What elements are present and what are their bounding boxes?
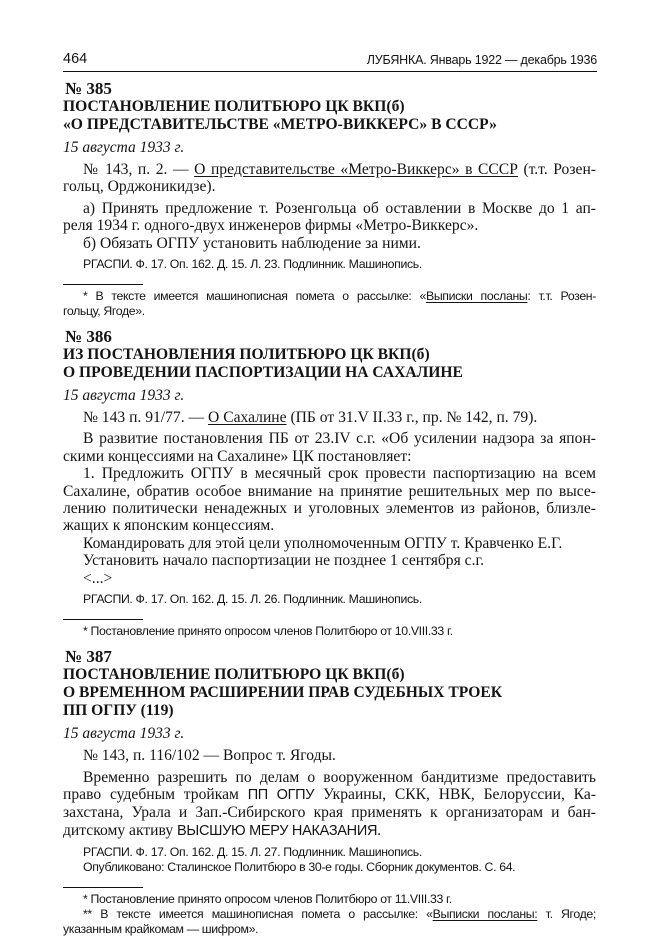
text-segment: лению политически ненадежных и уголовных элементов из районов, близле- bbox=[63, 500, 596, 518]
text-line bbox=[63, 907, 596, 922]
text-block bbox=[63, 200, 596, 252]
paragraph bbox=[63, 570, 596, 587]
text-segment: В развитие постановления ПБ от 23.IV с.г. «Об усилении надзора за япон- bbox=[83, 430, 596, 448]
archive-source bbox=[63, 257, 596, 272]
page-number: 464 bbox=[63, 51, 88, 67]
underlined-text: Выписки посланы bbox=[425, 289, 528, 304]
document-title-line: ПП ОГПУ (119) bbox=[63, 702, 174, 720]
source-line: РГАСПИ. Ф. 17. Оп. 162. Д. 15. Л. 27. Подлинник. Машинопись. bbox=[83, 845, 422, 860]
text-block bbox=[63, 430, 596, 587]
text-block bbox=[63, 747, 596, 764]
text-line bbox=[63, 178, 596, 195]
text-segment: <...> bbox=[83, 569, 113, 587]
text-line bbox=[63, 552, 596, 569]
text-segment: реля 1934 г. одного-двух инженеров фирмы «Метро-Виккерс». bbox=[63, 217, 479, 235]
archive-source bbox=[63, 845, 596, 875]
footnotes bbox=[63, 892, 596, 937]
document-number: № 386 bbox=[65, 327, 112, 347]
documents bbox=[63, 80, 596, 946]
emphasized-text: ПП ОГПУ bbox=[247, 786, 315, 803]
text-segment: № 143 п. 91/77. — bbox=[83, 409, 209, 427]
paragraph bbox=[63, 465, 596, 535]
document-date: 15 августа 1933 г. bbox=[63, 725, 185, 743]
text-line bbox=[63, 448, 596, 465]
document-date: 15 августа 1933 г. bbox=[63, 387, 185, 405]
text-segment: право судебным тройкам bbox=[63, 785, 248, 803]
text-segment: захстана, Урала и Зап.-Сибирского края применять к организаторам и бан- bbox=[63, 804, 596, 822]
text-segment: . bbox=[377, 821, 382, 839]
text-block bbox=[63, 409, 596, 426]
paragraph bbox=[63, 161, 596, 196]
paragraph bbox=[63, 769, 596, 841]
footnote-divider bbox=[63, 284, 143, 285]
text-segment: № 143, п. 2. — bbox=[83, 161, 195, 178]
text-line bbox=[63, 535, 596, 552]
underlined-text: О Сахалине bbox=[208, 409, 287, 427]
text-segment: т. Ягоде; bbox=[537, 907, 596, 922]
document-title-line: ПОСТАНОВЛЕНИЕ ПОЛИТБЮРО ЦК ВКП(б) bbox=[63, 98, 405, 115]
footnote-divider bbox=[63, 887, 143, 888]
text-line bbox=[63, 235, 596, 252]
text-line bbox=[63, 409, 596, 426]
document-number: № 387 bbox=[65, 647, 112, 667]
text-segment: ** В тексте имеется машинописная помета о рассылке: « bbox=[83, 907, 433, 922]
document-date: 15 августа 1933 г. bbox=[63, 139, 185, 156]
text-line bbox=[63, 624, 596, 639]
source-line: РГАСПИ. Ф. 17. Оп. 162. Д. 15. Л. 26. Подлинник. Машинопись. bbox=[83, 592, 422, 607]
text-segment: скими концессиями на Сахалине» ЦК постановляет: bbox=[63, 447, 412, 465]
text-line bbox=[63, 430, 596, 447]
text-segment: гольцу, Ягоде». bbox=[63, 304, 145, 319]
text-segment: б) Обязать ОГПУ установить наблюдение за ними. bbox=[83, 234, 421, 252]
text-line bbox=[63, 822, 596, 840]
underlined-text: О представительстве «Метро-Виккерс» в СССР bbox=[194, 161, 518, 178]
source-line: РГАСПИ. Ф. 17. Оп. 162. Д. 15. Л. 23. Подлинник. Машинопись. bbox=[83, 257, 422, 272]
text-line bbox=[63, 747, 596, 764]
document-title-line: О ПРОВЕДЕНИИ ПАСПОРТИЗАЦИИ НА САХАЛИНЕ bbox=[63, 364, 463, 382]
paragraph bbox=[63, 200, 596, 235]
text-segment: Установить начало паспортизации не позднее 1 сентября с.г. bbox=[83, 552, 485, 570]
text-segment: 1. Предложить ОГПУ в месячный срок провести паспортизацию на всем bbox=[83, 465, 596, 483]
text-line bbox=[63, 161, 596, 178]
text-segment: Временно разрешить по делам о вооруженном бандитизме предоставить bbox=[83, 768, 596, 786]
paragraph bbox=[63, 747, 596, 764]
footnotes bbox=[63, 289, 596, 319]
document-386 bbox=[63, 328, 596, 639]
text-segment: * Постановление принято опросом членов Политбюро от 10.VIII.33 г. bbox=[83, 624, 453, 639]
paragraph bbox=[63, 430, 596, 465]
document-title-line: «О ПРЕДСТАВИТЕЛЬСТВЕ «МЕТРО-ВИККЕРС» В СССР» bbox=[63, 116, 497, 133]
document-number: № 385 bbox=[65, 79, 112, 98]
page-header bbox=[63, 49, 597, 72]
source-line: Опубликовано: Сталинское Политбюро в 30-е годы. Сборник документов. С. 64. bbox=[83, 860, 516, 875]
footnotes bbox=[63, 624, 596, 639]
text-line bbox=[63, 465, 596, 482]
text-segment: № 143, п. 116/102 — Вопрос т. Ягоды. bbox=[83, 747, 336, 765]
footnote bbox=[63, 289, 596, 319]
footnote bbox=[63, 624, 596, 639]
text-segment: а) Принять предложение т. Розенгольца об оставлении в Москве до 1 ап- bbox=[83, 199, 596, 217]
paragraph bbox=[63, 409, 596, 426]
text-segment: гольц, Орджоникидзе). bbox=[63, 178, 216, 196]
text-block bbox=[63, 161, 596, 196]
text-segment: : т.т. Розен- bbox=[527, 289, 596, 304]
archive-source bbox=[63, 592, 596, 607]
text-segment: указанным крайкомам — шифром». bbox=[63, 922, 259, 937]
text-line bbox=[63, 570, 596, 587]
text-line bbox=[63, 304, 596, 319]
document-387 bbox=[63, 648, 596, 937]
text-line bbox=[63, 483, 596, 500]
running-title: ЛУБЯНКА. Январь 1922 — декабрь 1936 bbox=[366, 53, 597, 67]
text-block bbox=[63, 769, 596, 841]
document-title-line: ИЗ ПОСТАНОВЛЕНИЯ ПОЛИТБЮРО ЦК ВКП(б) bbox=[63, 346, 430, 364]
paragraph bbox=[63, 235, 596, 252]
document-385 bbox=[63, 80, 596, 319]
text-line bbox=[63, 517, 596, 534]
text-segment: (ПБ от 31.V II.33 г., пр. № 142, п. 79). bbox=[286, 409, 538, 427]
document-title-line: ПОСТАНОВЛЕНИЕ ПОЛИТБЮРО ЦК ВКП(б) bbox=[63, 666, 405, 684]
text-segment: жащих к японским концессиям. bbox=[63, 517, 275, 535]
text-line bbox=[63, 289, 596, 304]
text-line bbox=[63, 217, 596, 234]
text-line bbox=[63, 200, 596, 217]
text-line bbox=[63, 500, 596, 517]
emphasized-text: ВЫСШУЮ МЕРУ НАКАЗАНИЯ bbox=[177, 822, 378, 839]
text-segment: Командировать для этой цели уполномоченным ОГПУ т. Кравченко Е.Г. bbox=[83, 534, 563, 552]
footnote-divider bbox=[63, 619, 143, 620]
document-title-line: О ВРЕМЕННОМ РАСШИРЕНИИ ПРАВ СУДЕБНЫХ ТРОЕК bbox=[63, 684, 503, 702]
text-line bbox=[63, 922, 596, 937]
text-line bbox=[63, 786, 596, 804]
footnote bbox=[63, 907, 596, 937]
paragraph bbox=[63, 535, 596, 552]
text-segment: * В тексте имеется машинописная помета о рассылке: « bbox=[83, 289, 426, 304]
text-segment: (т.т. Розен- bbox=[517, 161, 596, 178]
text-line bbox=[63, 804, 596, 821]
text-line bbox=[63, 892, 596, 907]
text-segment: Украины, СКК, НВК, Белоруссии, Ка- bbox=[314, 785, 596, 803]
text-segment: Сахалине, обратив особое внимание на принятие решительных мер по высе- bbox=[63, 482, 596, 500]
underlined-text: Выписки посланы: bbox=[432, 907, 538, 922]
footnote bbox=[63, 892, 596, 907]
text-line bbox=[63, 769, 596, 786]
paragraph bbox=[63, 552, 596, 569]
text-segment: * Постановление принято опросом членов Политбюро от 11.VIII.33 г. bbox=[83, 892, 452, 907]
text-segment: дитскому активу bbox=[63, 821, 178, 839]
